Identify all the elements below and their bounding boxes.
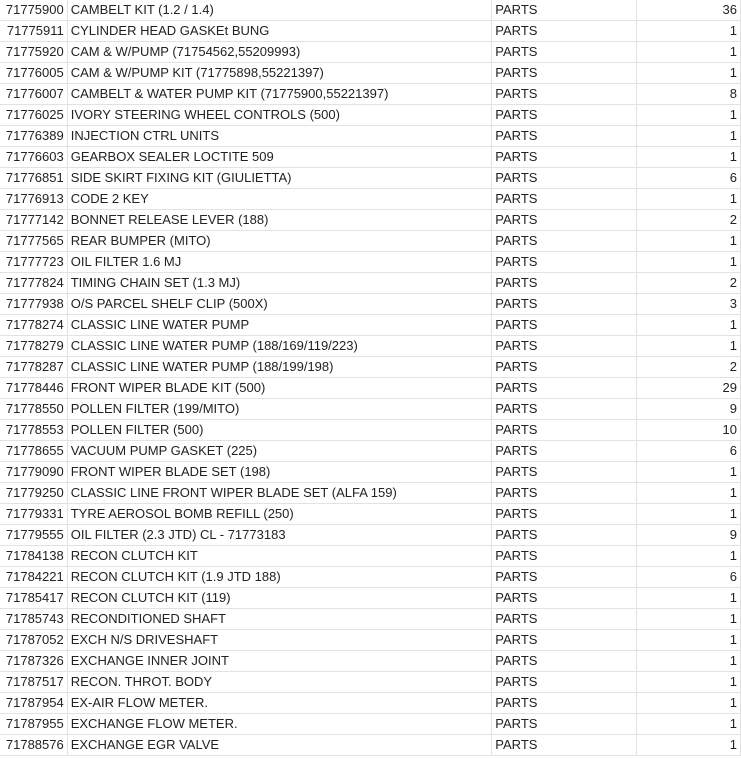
part-number-cell[interactable]: 71778553: [0, 420, 67, 441]
table-row: [0, 399, 741, 420]
part-number-cell[interactable]: 71775920: [0, 42, 67, 63]
table-row: [0, 189, 741, 210]
quantity-cell[interactable]: 1: [636, 672, 740, 693]
table-row: [0, 378, 741, 399]
type-cell[interactable]: PARTS: [492, 357, 637, 378]
description-cell[interactable]: EXCH N/S DRIVESHAFT: [67, 630, 492, 651]
type-cell[interactable]: PARTS: [492, 651, 637, 672]
part-number-cell[interactable]: 71776913: [0, 189, 67, 210]
quantity-cell[interactable]: 1: [636, 231, 740, 252]
description-cell[interactable]: CLASSIC LINE WATER PUMP: [67, 315, 492, 336]
quantity-cell[interactable]: 1: [636, 504, 740, 525]
table-row: [0, 546, 741, 567]
type-cell[interactable]: PARTS: [492, 315, 637, 336]
part-number-cell[interactable]: 71776389: [0, 126, 67, 147]
part-number-cell[interactable]: 71779331: [0, 504, 67, 525]
quantity-cell[interactable]: 1: [636, 651, 740, 672]
part-number-cell[interactable]: 71778655: [0, 441, 67, 462]
description-cell[interactable]: CAM & W/PUMP (71754562,55209993): [67, 42, 492, 63]
description-cell[interactable]: CAMBELT KIT (1.2 / 1.4): [67, 0, 492, 21]
description-cell[interactable]: GEARBOX SEALER LOCTITE 509: [67, 147, 492, 168]
part-number-cell[interactable]: 71778550: [0, 399, 67, 420]
type-cell[interactable]: PARTS: [492, 714, 637, 735]
part-number-cell[interactable]: 71784221: [0, 567, 67, 588]
quantity-cell[interactable]: 1: [636, 546, 740, 567]
table-row: [0, 735, 741, 756]
table-row: [0, 231, 741, 252]
table-row: [0, 462, 741, 483]
description-cell[interactable]: OIL FILTER 1.6 MJ: [67, 252, 492, 273]
part-number-cell[interactable]: 71776025: [0, 105, 67, 126]
quantity-cell[interactable]: 1: [636, 189, 740, 210]
type-cell[interactable]: PARTS: [492, 504, 637, 525]
quantity-cell[interactable]: 1: [636, 630, 740, 651]
description-cell[interactable]: TYRE AEROSOL BOMB REFILL (250): [67, 504, 492, 525]
quantity-cell[interactable]: 1: [636, 147, 740, 168]
quantity-cell[interactable]: 1: [636, 588, 740, 609]
table-row: [0, 42, 741, 63]
table-row: [0, 168, 741, 189]
part-number-cell[interactable]: 71778287: [0, 357, 67, 378]
type-cell[interactable]: PARTS: [492, 546, 637, 567]
table-row: [0, 504, 741, 525]
quantity-cell[interactable]: 2: [636, 273, 740, 294]
quantity-cell[interactable]: 6: [636, 567, 740, 588]
type-cell[interactable]: PARTS: [492, 189, 637, 210]
quantity-cell[interactable]: 8: [636, 84, 740, 105]
part-number-cell[interactable]: 71776851: [0, 168, 67, 189]
quantity-cell[interactable]: 9: [636, 525, 740, 546]
quantity-cell[interactable]: 1: [636, 714, 740, 735]
table-row: [0, 105, 741, 126]
quantity-cell[interactable]: 9: [636, 399, 740, 420]
quantity-cell[interactable]: 1: [636, 63, 740, 84]
table-row: [0, 63, 741, 84]
type-cell[interactable]: PARTS: [492, 147, 637, 168]
description-cell[interactable]: TIMING CHAIN SET (1.3 MJ): [67, 273, 492, 294]
table-row: [0, 273, 741, 294]
quantity-cell[interactable]: 1: [636, 105, 740, 126]
part-number-cell[interactable]: 71778279: [0, 336, 67, 357]
table-row: [0, 483, 741, 504]
quantity-cell[interactable]: 36: [636, 0, 740, 21]
table-row: [0, 252, 741, 273]
part-number-cell[interactable]: 71776007: [0, 84, 67, 105]
part-number-cell[interactable]: 71775911: [0, 21, 67, 42]
description-cell[interactable]: O/S PARCEL SHELF CLIP (500X): [67, 294, 492, 315]
type-cell[interactable]: PARTS: [492, 126, 637, 147]
type-cell[interactable]: PARTS: [492, 609, 637, 630]
description-cell[interactable]: RECON CLUTCH KIT: [67, 546, 492, 567]
quantity-cell[interactable]: 1: [636, 693, 740, 714]
quantity-cell[interactable]: 6: [636, 441, 740, 462]
type-cell[interactable]: PARTS: [492, 693, 637, 714]
description-cell[interactable]: POLLEN FILTER (199/MITO): [67, 399, 492, 420]
type-cell[interactable]: PARTS: [492, 252, 637, 273]
type-cell[interactable]: PARTS: [492, 378, 637, 399]
table-row: [0, 441, 741, 462]
part-number-cell[interactable]: 71777824: [0, 273, 67, 294]
quantity-cell[interactable]: 3: [636, 294, 740, 315]
description-cell[interactable]: RECON CLUTCH KIT (1.9 JTD 188): [67, 567, 492, 588]
quantity-cell[interactable]: 1: [636, 336, 740, 357]
type-cell[interactable]: PARTS: [492, 294, 637, 315]
type-cell[interactable]: PARTS: [492, 210, 637, 231]
part-number-cell[interactable]: 71787052: [0, 630, 67, 651]
description-cell[interactable]: INJECTION CTRL UNITS: [67, 126, 492, 147]
description-cell[interactable]: EXCHANGE INNER JOINT: [67, 651, 492, 672]
description-cell[interactable]: CAMBELT & WATER PUMP KIT (71775900,55221397): [67, 84, 492, 105]
quantity-cell[interactable]: 1: [636, 462, 740, 483]
table-row: [0, 357, 741, 378]
description-cell[interactable]: IVORY STEERING WHEEL CONTROLS (500): [67, 105, 492, 126]
part-number-cell[interactable]: 71777142: [0, 210, 67, 231]
part-number-cell[interactable]: 71778446: [0, 378, 67, 399]
quantity-cell[interactable]: 1: [636, 42, 740, 63]
table-row: [0, 315, 741, 336]
quantity-cell[interactable]: 2: [636, 210, 740, 231]
part-number-cell[interactable]: 71784138: [0, 546, 67, 567]
type-cell[interactable]: PARTS: [492, 168, 637, 189]
table-row: [0, 147, 741, 168]
table-row: [0, 588, 741, 609]
type-cell[interactable]: PARTS: [492, 735, 637, 756]
table-row: [0, 336, 741, 357]
part-number-cell[interactable]: 71785417: [0, 588, 67, 609]
type-cell[interactable]: PARTS: [492, 483, 637, 504]
part-number-cell[interactable]: 71787955: [0, 714, 67, 735]
table-row: [0, 714, 741, 735]
part-number-cell[interactable]: 71776005: [0, 63, 67, 84]
type-cell[interactable]: PARTS: [492, 231, 637, 252]
description-cell[interactable]: EXCHANGE FLOW METER.: [67, 714, 492, 735]
table-row: [0, 567, 741, 588]
part-number-cell[interactable]: 71777565: [0, 231, 67, 252]
type-cell[interactable]: PARTS: [492, 84, 637, 105]
description-cell[interactable]: FRONT WIPER BLADE SET (198): [67, 462, 492, 483]
description-cell[interactable]: RECON. THROT. BODY: [67, 672, 492, 693]
type-cell[interactable]: PARTS: [492, 441, 637, 462]
description-cell[interactable]: CLASSIC LINE WATER PUMP (188/169/119/223): [67, 336, 492, 357]
quantity-cell[interactable]: 1: [636, 315, 740, 336]
description-cell[interactable]: CAM & W/PUMP KIT (71775898,55221397): [67, 63, 492, 84]
type-cell[interactable]: PARTS: [492, 42, 637, 63]
part-number-cell[interactable]: 71785743: [0, 609, 67, 630]
table-row: [0, 84, 741, 105]
type-cell[interactable]: PARTS: [492, 399, 637, 420]
part-number-cell[interactable]: 71775900: [0, 0, 67, 21]
part-number-cell[interactable]: 71777938: [0, 294, 67, 315]
type-cell[interactable]: PARTS: [492, 630, 637, 651]
type-cell[interactable]: PARTS: [492, 273, 637, 294]
part-number-cell[interactable]: 71788576: [0, 735, 67, 756]
description-cell[interactable]: RECONDITIONED SHAFT: [67, 609, 492, 630]
table-row: [0, 210, 741, 231]
quantity-cell[interactable]: 1: [636, 609, 740, 630]
table-row: [0, 630, 741, 651]
description-cell[interactable]: VACUUM PUMP GASKET (225): [67, 441, 492, 462]
description-cell[interactable]: CYLINDER HEAD GASKEt BUNG: [67, 21, 492, 42]
type-cell[interactable]: PARTS: [492, 21, 637, 42]
table-row: [0, 21, 741, 42]
type-cell[interactable]: PARTS: [492, 420, 637, 441]
table-row: [0, 294, 741, 315]
part-number-cell[interactable]: 71787326: [0, 651, 67, 672]
quantity-cell[interactable]: 1: [636, 126, 740, 147]
description-cell[interactable]: CLASSIC LINE FRONT WIPER BLADE SET (ALFA 159): [67, 483, 492, 504]
table-row: [0, 0, 741, 21]
part-number-cell[interactable]: 71787517: [0, 672, 67, 693]
table-row: [0, 651, 741, 672]
part-number-cell[interactable]: 71778274: [0, 315, 67, 336]
quantity-cell[interactable]: 1: [636, 483, 740, 504]
quantity-cell[interactable]: 2: [636, 357, 740, 378]
description-cell[interactable]: CODE 2 KEY: [67, 189, 492, 210]
type-cell[interactable]: PARTS: [492, 588, 637, 609]
description-cell[interactable]: POLLEN FILTER (500): [67, 420, 492, 441]
description-cell[interactable]: RECON CLUTCH KIT (119): [67, 588, 492, 609]
part-number-cell[interactable]: 71779555: [0, 525, 67, 546]
description-cell[interactable]: EX-AIR FLOW METER.: [67, 693, 492, 714]
quantity-cell[interactable]: 10: [636, 420, 740, 441]
type-cell[interactable]: PARTS: [492, 0, 637, 21]
part-number-cell[interactable]: 71776603: [0, 147, 67, 168]
table-row: [0, 609, 741, 630]
description-cell[interactable]: CLASSIC LINE WATER PUMP (188/199/198): [67, 357, 492, 378]
part-number-cell[interactable]: 71787954: [0, 693, 67, 714]
type-cell[interactable]: PARTS: [492, 63, 637, 84]
table-row: [0, 525, 741, 546]
description-cell[interactable]: FRONT WIPER BLADE KIT (500): [67, 378, 492, 399]
description-cell[interactable]: BONNET RELEASE LEVER (188): [67, 210, 492, 231]
table-row: [0, 126, 741, 147]
type-cell[interactable]: PARTS: [492, 672, 637, 693]
description-cell[interactable]: SIDE SKIRT FIXING KIT (GIULIETTA): [67, 168, 492, 189]
type-cell[interactable]: PARTS: [492, 525, 637, 546]
type-cell[interactable]: PARTS: [492, 462, 637, 483]
quantity-cell[interactable]: 1: [636, 735, 740, 756]
quantity-cell[interactable]: 1: [636, 21, 740, 42]
table-row: [0, 420, 741, 441]
description-cell[interactable]: EXCHANGE EGR VALVE: [67, 735, 492, 756]
table-row: [0, 693, 741, 714]
type-cell[interactable]: PARTS: [492, 105, 637, 126]
type-cell[interactable]: PARTS: [492, 336, 637, 357]
part-number-cell[interactable]: 71779090: [0, 462, 67, 483]
part-number-cell[interactable]: 71779250: [0, 483, 67, 504]
table-row: [0, 672, 741, 693]
quantity-cell[interactable]: 6: [636, 168, 740, 189]
quantity-cell[interactable]: 1: [636, 252, 740, 273]
type-cell[interactable]: PARTS: [492, 567, 637, 588]
quantity-cell[interactable]: 29: [636, 378, 740, 399]
description-cell[interactable]: REAR BUMPER (MITO): [67, 231, 492, 252]
description-cell[interactable]: OIL FILTER (2.3 JTD) CL - 71773183: [67, 525, 492, 546]
part-number-cell[interactable]: 71777723: [0, 252, 67, 273]
